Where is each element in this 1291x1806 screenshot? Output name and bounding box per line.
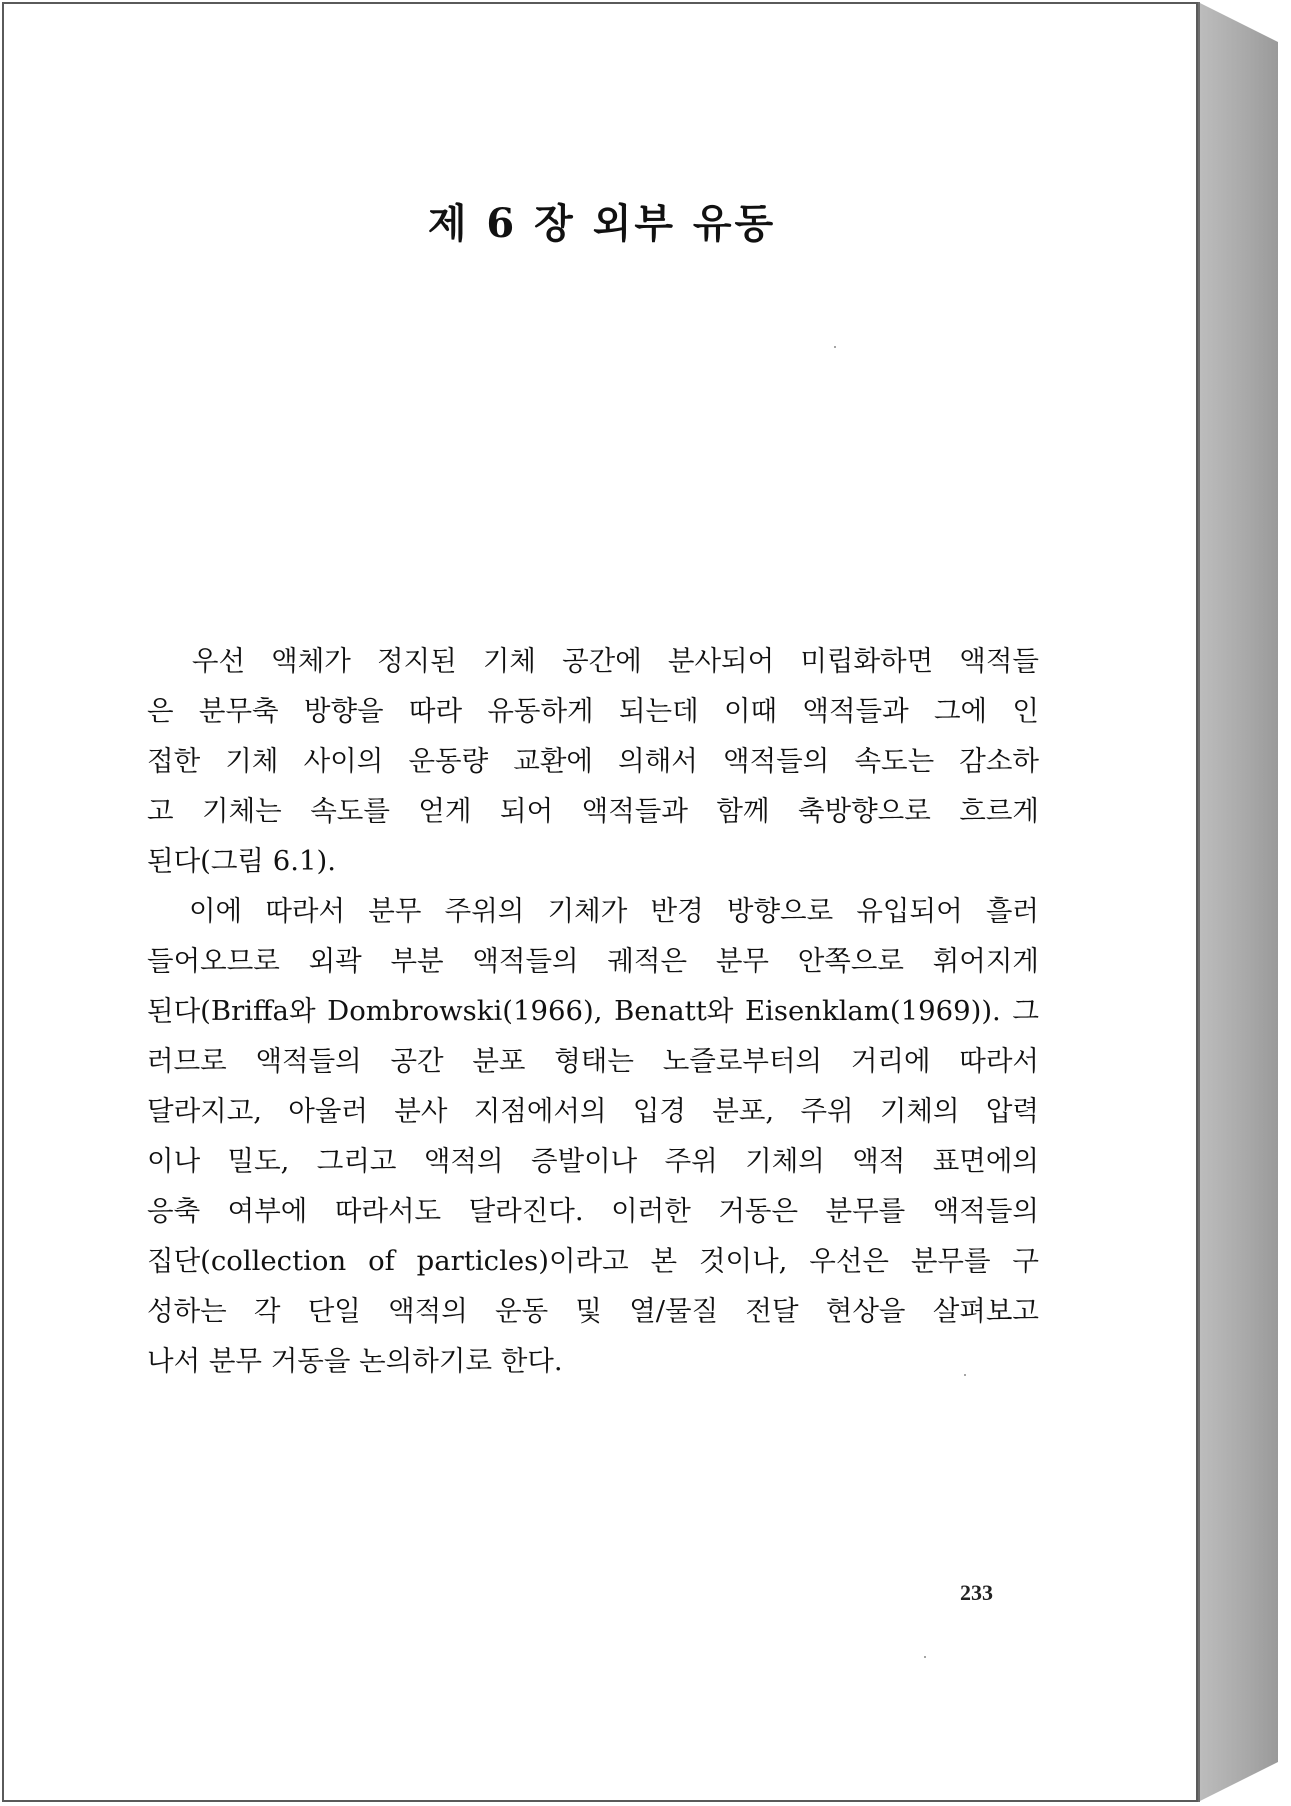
text-line: 이나 밀도, 그리고 액적의 증발이나 주위 기체의 액적 표면에의 — [147, 1145, 1039, 1177]
text-line: 우선 액체가 정지된 기체 공간에 분사되어 미립화하면 액적들 — [147, 645, 1039, 677]
chapter-title: 제 6 장 외부 유동 — [427, 200, 777, 247]
page-number: 233 — [960, 1580, 993, 1605]
paragraph-1 — [147, 636, 1039, 886]
text-line: 된다(Briffa와 Dombrowski(1966), Benatt와 Eisenklam(1969)). 그 — [147, 995, 1039, 1027]
text-line: 들어오므로 외곽 부분 액적들의 궤적은 분무 안쪽으로 휘어지게 — [147, 945, 1039, 977]
book-page — [2, 2, 1198, 1802]
book-edge — [1198, 2, 1278, 1802]
text-line: 된다(그림 6.1). — [147, 845, 336, 877]
text-line: 고 기체는 속도를 얻게 되어 액적들과 함께 축방향으로 흐르게 — [147, 795, 1039, 827]
text-line: 응축 여부에 따라서도 달라진다. 이러한 거동은 분무를 액적들의 — [147, 1195, 1039, 1227]
text-line: 성하는 각 단일 액적의 운동 및 열/물질 전달 현상을 살펴보고 — [147, 1295, 1039, 1327]
text-line: 달라지고, 아울러 분사 지점에서의 입경 분포, 주위 기체의 압력 — [147, 1095, 1039, 1127]
text-line: 이에 따라서 분무 주위의 기체가 반경 방향으로 유입되어 흘러 — [147, 895, 1039, 927]
scan-speck — [964, 1374, 966, 1376]
body-text — [147, 636, 1039, 1386]
text-line: 나서 분무 거동을 논의하기로 한다. — [147, 1345, 563, 1377]
text-line: 집단(collection of particles)이라고 본 것이나, 우선은 분무를 구 — [147, 1245, 1039, 1277]
text-line: 접한 기체 사이의 운동량 교환에 의해서 액적들의 속도는 감소하 — [147, 745, 1039, 777]
scan-speck — [924, 1656, 926, 1658]
scan-speck — [834, 346, 836, 348]
book-edge-line — [1198, 2, 1200, 1802]
paragraph-2 — [147, 886, 1039, 1386]
text-line: 은 분무축 방향을 따라 유동하게 되는데 이때 액적들과 그에 인 — [147, 695, 1039, 727]
text-line: 러므로 액적들의 공간 분포 형태는 노즐로부터의 거리에 따라서 — [147, 1045, 1039, 1077]
